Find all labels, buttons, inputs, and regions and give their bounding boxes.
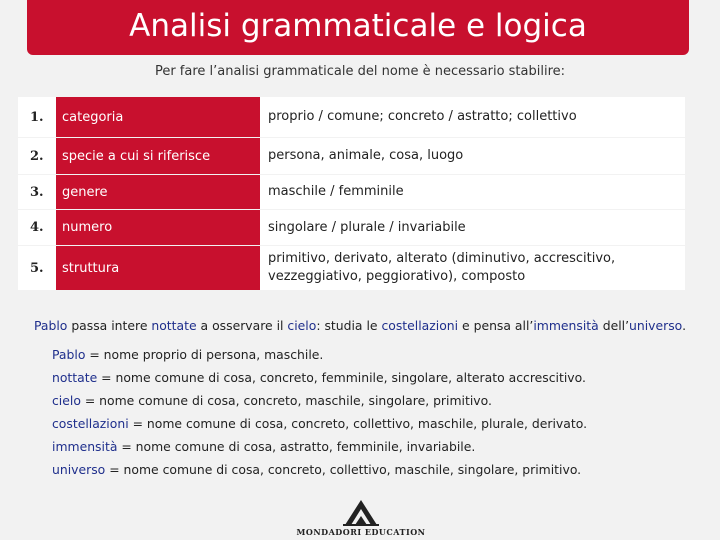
sentence-text: passa intere [67, 318, 152, 333]
analysis-item [52, 369, 587, 392]
publisher-logo [289, 498, 433, 540]
analysis-item [52, 392, 587, 415]
analysis-text: = nome comune di cosa, astratto, femminile, invariabile. [117, 439, 476, 454]
analysis-item [52, 438, 587, 461]
subtitle: Per fare l’analisi grammaticale del nome è necessario stabilire: [154, 64, 566, 79]
table-row [18, 175, 685, 209]
sentence-text: dell’ [598, 318, 630, 333]
sentence-word: universo [629, 318, 683, 333]
title-bar [27, 0, 689, 55]
analysis-text: = nome proprio di persona, maschile. [85, 347, 324, 362]
table-row [18, 138, 685, 174]
example-sentence [0, 318, 720, 333]
analysis-word: cielo [52, 393, 81, 408]
row-number: 5. [18, 246, 54, 290]
table-row [18, 246, 685, 290]
sentence-text: . [682, 318, 687, 333]
sentence-text: a osservare il [196, 318, 288, 333]
logo-mark-icon [289, 498, 433, 528]
analysis-item [52, 415, 587, 438]
sentence-word: costellazioni [381, 318, 459, 333]
analysis-word: universo [52, 462, 106, 477]
row-label: specie a cui si riferisce [56, 138, 260, 174]
row-label: struttura [56, 246, 260, 290]
row-value: proprio / comune; concreto / astratto; collettivo [262, 97, 685, 137]
sentence-word: nottate [151, 318, 197, 333]
row-label: numero [56, 210, 260, 245]
logo-text: MONDADORI EDUCATION [296, 527, 426, 537]
sentence-word: immensità [533, 318, 599, 333]
row-value: primitivo, derivato, alterato (diminutivo, accrescitivo, vezzeggiativo, peggiorativo), composto [262, 246, 685, 290]
table-row [18, 210, 685, 245]
row-number: 2. [18, 138, 54, 174]
analysis-word: nottate [52, 370, 98, 385]
row-label: genere [56, 175, 260, 209]
analysis-word: Pablo [52, 347, 86, 362]
table-row [18, 97, 685, 137]
analysis-item [52, 346, 587, 369]
row-number: 4. [18, 210, 54, 245]
row-number: 1. [18, 97, 54, 137]
page-title: Analisi grammaticale e logica [129, 8, 587, 44]
row-number: 3. [18, 175, 54, 209]
analysis-word: costellazioni [52, 416, 129, 431]
sentence-word: Pablo [33, 318, 68, 333]
analysis-item [52, 461, 587, 484]
analysis-list [52, 346, 587, 484]
row-value: singolare / plurale / invariabile [262, 210, 685, 245]
row-value: persona, animale, cosa, luogo [262, 138, 685, 174]
analysis-text: = nome comune di cosa, concreto, maschile, singolare, primitivo. [80, 393, 492, 408]
row-value: maschile / femminile [262, 175, 685, 209]
sentence-text: : studia le [316, 318, 382, 333]
analysis-word: immensità [52, 439, 118, 454]
sentence-word: cielo [287, 318, 317, 333]
analysis-text: = nome comune di cosa, concreto, collettivo, maschile, plurale, derivato. [128, 416, 588, 431]
analysis-text: = nome comune di cosa, concreto, collettivo, maschile, singolare, primitivo. [105, 462, 582, 477]
analysis-text: = nome comune di cosa, concreto, femminile, singolare, alterato accrescitivo. [97, 370, 586, 385]
row-label: categoria [56, 97, 260, 137]
sentence-text: e pensa all’ [458, 318, 534, 333]
